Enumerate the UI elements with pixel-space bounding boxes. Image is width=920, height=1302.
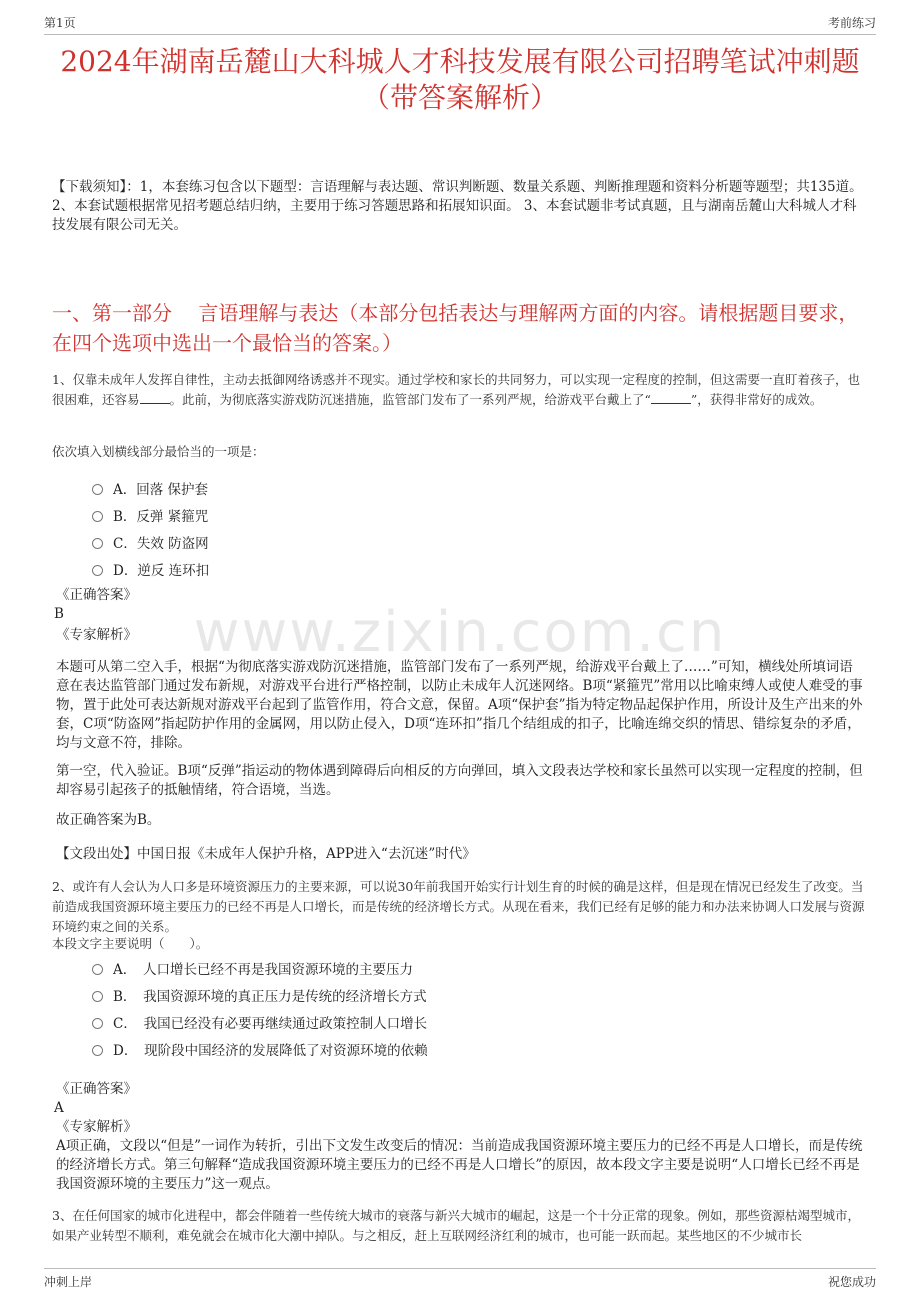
q1-analysis-1: 本题可从第二空入手，根据“为彻底落实游戏防沉迷措施，监管部门发布了一系列严规，给游戏平台戴上了……”可知，横线处所填词语意在表达监管部门通过发布新规，对游戏平台进行严格控制，以防止未成年人沉迷网络。B项“紧箍咒”常用以比喻束缚人或使人难受的事物，置于此处可表达新规对游戏平台起到了监管作用，符合文意，保留。A项“保护套”指为特定物品起保护作用，所设计及生产出来的外套，C项“防盗网”指起防护作用的金属网，用以防止侵入，D项“连环扣”指几个结组成的扣子，比喻连绵交织的情思、错综复杂的矛盾，均与文意不符，排除。 [56, 659, 863, 751]
answer-blank-2 [651, 391, 691, 404]
q1-answer-label: 《正确答案》 [56, 587, 137, 603]
q1-source: 【文段出处】中国日报《未成年人保护升格，APP进入“去沉迷”时代》 [56, 846, 476, 862]
q2-option-c[interactable]: C． 我国已经没有必要再继续通过政策控制人口增长 [92, 1012, 427, 1032]
footer-left: 冲刺上岸 [44, 1275, 93, 1289]
radio-icon[interactable] [92, 1018, 103, 1029]
radio-icon[interactable] [92, 565, 103, 576]
q2-option-a[interactable]: A． 人口增长已经不再是我国资源环境的主要压力 [92, 958, 413, 978]
radio-icon[interactable] [92, 964, 103, 975]
q1-answer: B [54, 606, 64, 622]
answer-blank-1 [140, 391, 170, 404]
radio-icon[interactable] [92, 1045, 103, 1056]
q2-answer-label: 《正确答案》 [56, 1081, 137, 1097]
q1-analysis-label: 《专家解析》 [56, 627, 137, 643]
page-footer [44, 1268, 876, 1289]
question-1-stem: 1、仅靠未成年人发挥自律性，主动去抵御网络诱惑并不现实。通过学校和家长的共同努力，可以实现一定程度的控制，但这需要一直盯着孩子，也很困难，还容易 。此前，为彻底落实游戏防沉迷措施，监管部门发布了一系列严规，给游戏平台戴上了“ ”，获得非常好的成效。 [52, 372, 860, 407]
q2-option-d[interactable]: D． 现阶段中国经济的发展降低了对资源环境的依赖 [92, 1039, 428, 1059]
q1-option-c[interactable]: C．失效 防盗网 [92, 532, 209, 552]
page-number: 第1页 [44, 16, 76, 30]
q1-analysis-3: 故正确答案为B。 [56, 812, 161, 828]
radio-icon[interactable] [92, 538, 103, 549]
radio-icon[interactable] [92, 511, 103, 522]
question-1-instruction: 依次填入划横线部分最恰当的一项是： [52, 444, 265, 459]
download-notice: 【下载须知】：1，本套练习包含以下题型：言语理解与表达题、常识判断题、数量关系题、判断推理题和资料分析题等题型；共135道。 2、本套试题根据常见招考题总结归纳，主要用于练习答题思路和拓展知识面。 3、本套试题非考试真题，且与湖南岳麓山大科城人才科技发展有限公司无关。 [52, 179, 863, 233]
watermark: www.zixin.com.cn [193, 600, 727, 665]
question-2-instruction: 本段文字主要说明（ ）。 [52, 936, 209, 951]
footer-right: 祝您成功 [827, 1275, 876, 1289]
question-2-stem: 2、或许有人会认为人口多是环境资源压力的主要来源，可以说30年前我国开始实行计划生育的时候的确是这样，但是现在情况已经发生了改变。当前造成我国资源环境主要压力的已经不再是人口增长，而是传统的经济增长方式。从现在看来，我们已经有足够的能力和办法来协调人口发展与资源环境约束之间的关系。 [52, 879, 865, 934]
q2-answer: A [54, 1100, 64, 1116]
q1-analysis-2: 第一空，代入验证。B项“反弹”指运动的物体遇到障碍后向相反的方向弹回，填入文段表达学校和家长虽然可以实现一定程度的控制，但却容易引起孩子的抵触情绪，符合语境，当选。 [56, 763, 863, 798]
q2-option-b[interactable]: B． 我国资源环境的真正压力是传统的经济增长方式 [92, 985, 427, 1005]
q1-option-d[interactable]: D．逆反 连环扣 [92, 559, 209, 579]
q2-analysis-label: 《专家解析》 [56, 1119, 137, 1135]
radio-icon[interactable] [92, 484, 103, 495]
question-3-stem: 3、在任何国家的城市化进程中，都会伴随着一些传统大城市的衰落与新兴大城市的崛起，这是一个十分正常的现象。例如，那些资源枯竭型城市，如果产业转型不顺利，难免就会在城市化大潮中掉队。与之相反，赶上互联网经济红利的城市，也可能一跃而起。某些地区的不少城市长 [52, 1208, 860, 1243]
header-tag: 考前练习 [827, 16, 876, 30]
section-heading: 一、第一部分 言语理解与表达（本部分包括表达与理解两方面的内容。请根据题目要求，在四个选项中选出一个最恰当的答案。） [52, 301, 859, 355]
page-title: 2024年湖南岳麓山大科城人才科技发展有限公司招聘笔试冲刺题（带答案解析） [60, 45, 860, 114]
q2-analysis: A项正确，文段以“但是”一词作为转折，引出下文发生改变后的情况：当前造成我国资源环境主要压力的已经不再是人口增长，而是传统的经济增长方式。第三句解释“造成我国资源环境主要压力的已经不再是人口增长”的原因，故本段文字主要是说明“人口增长已经不再是我国资源环境的主要压力”这一观点。 [56, 1138, 863, 1192]
q1-option-a[interactable]: A．回落 保护套 [92, 478, 208, 498]
radio-icon[interactable] [92, 991, 103, 1002]
q1-option-b[interactable]: B．反弹 紧箍咒 [92, 505, 208, 525]
page-header [44, 14, 876, 35]
